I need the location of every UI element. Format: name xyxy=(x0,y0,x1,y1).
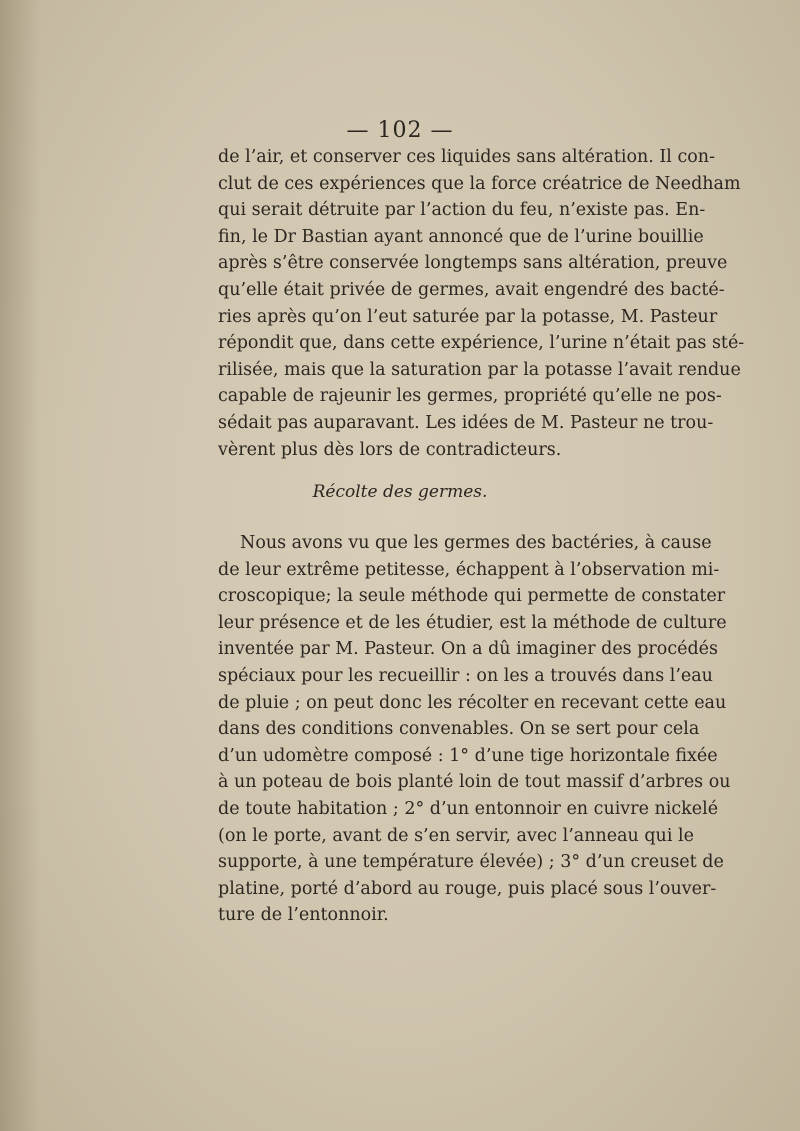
text-line: de leur extrême petitesse, échappent à l’observation mi- xyxy=(218,559,720,580)
page-edge-shadow xyxy=(0,0,40,1131)
text-line: supporte, à une température élevée) ; 3° d’un creuset de xyxy=(218,852,724,873)
text-line: (on le porte, avant de s’en servir, avec l’anneau qui le xyxy=(218,825,694,846)
text-line: inventée par M. Pasteur. On a dû imaginer des procédés xyxy=(218,639,719,660)
text-line: Nous avons vu que les germes des bactéries, à cause xyxy=(240,533,712,553)
text-line: de toute habitation ; 2° d’un entonnoir en cuivre nickelé xyxy=(218,798,719,819)
page-number: — 102 — xyxy=(346,118,454,143)
text-line: clut de ces expériences que la force créatrice de Needham xyxy=(218,173,741,194)
text-line: qu’elle était privée de germes, avait engendré des bacté- xyxy=(218,279,725,300)
text-line: rilisée, mais que la saturation par la potasse l’avait rendue xyxy=(218,359,741,380)
text-line: platine, porté d’abord au rouge, puis placé sous l’ouver- xyxy=(218,878,717,899)
text-line: d’un udomètre composé : 1° d’une tige horizontale fixée xyxy=(218,745,718,766)
text-line: fin, le Dr Bastian ayant annoncé que de l’urine bouillie xyxy=(218,226,704,247)
paragraph-1 xyxy=(218,144,745,463)
text-line: capable de rajeunir les germes, propriété qu’elle ne pos- xyxy=(218,386,722,407)
text-line: dans des conditions convenables. On se sert pour cela xyxy=(218,719,700,740)
text-line: répondit que, dans cette expérience, l’urine n’était pas sté- xyxy=(218,333,745,354)
text-line: leur présence et de les étudier, est la méthode de culture xyxy=(218,612,727,633)
paragraph-2 xyxy=(218,530,731,929)
text-line: croscopique; la seule méthode qui permette de constater xyxy=(218,586,726,607)
text-line: spéciaux pour les recueillir : on les a trouvés dans l’eau xyxy=(218,665,713,686)
text-line: ries après qu’on l’eut saturée par la potasse, M. Pasteur xyxy=(218,306,718,327)
text-line: après s’être conservée longtemps sans altération, preuve xyxy=(218,253,728,274)
section-heading: Récolte des germes. xyxy=(312,482,488,502)
text-line: sédait pas auparavant. Les idées de M. Pasteur ne trou- xyxy=(218,412,714,433)
text-line: à un poteau de bois planté loin de tout massif d’arbres ou xyxy=(218,772,731,793)
text-line: de pluie ; on peut donc les récolter en recevant cette eau xyxy=(218,692,727,713)
text-line: vèrent plus dès lors de contradicteurs. xyxy=(218,439,562,460)
text-line: ture de l’entonnoir. xyxy=(218,905,389,926)
text-line: qui serait détruite par l’action du feu, n’existe pas. En- xyxy=(218,200,706,221)
text-line: de l’air, et conserver ces liquides sans altération. Il con- xyxy=(218,147,715,167)
